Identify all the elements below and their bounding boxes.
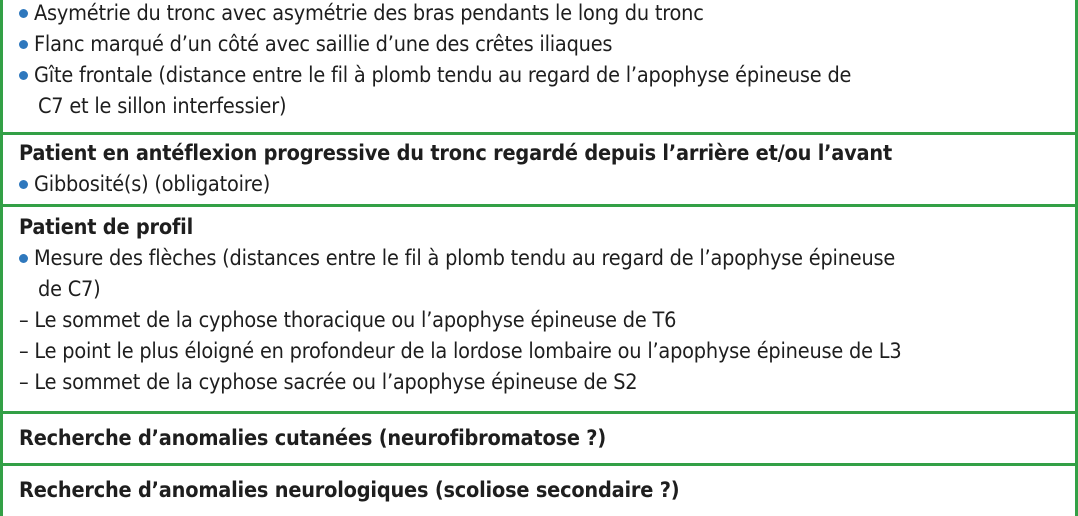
list-item xyxy=(19,338,901,366)
list-item-text: Mesure des flèches (distances entre le fil à plomb tendu au regard de l’apophyse épineuse xyxy=(34,246,896,271)
list-item xyxy=(19,245,895,273)
list-item-continuation xyxy=(38,93,286,121)
list-item xyxy=(19,0,704,28)
bullet-icon xyxy=(19,9,28,18)
list-item-text: Gîte frontale (distance entre le fil à plomb tendu au regard de l’apophyse épineuse de xyxy=(34,63,852,88)
section-heading xyxy=(19,214,193,242)
list-item-text: Asymétrie du tronc avec asymétrie des bras pendants le long du tronc xyxy=(34,1,704,26)
section-heading xyxy=(19,425,606,453)
section-anteflexion xyxy=(3,135,1075,203)
list-item-text: Flanc marqué d’un côté avec saillie d’une des crêtes iliaques xyxy=(34,32,613,57)
section-skin xyxy=(3,414,1075,459)
list-item-text: C7 et le sillon interfessier) xyxy=(38,94,287,119)
section-neuro xyxy=(3,466,1075,516)
bullet-icon xyxy=(19,180,28,189)
bullet-icon xyxy=(19,254,28,263)
list-item xyxy=(19,369,637,397)
section-heading xyxy=(19,140,892,168)
list-item-text: Gibbosité(s) (obligatoire) xyxy=(34,172,271,197)
section-standing xyxy=(3,0,1075,132)
list-item-text: – Le sommet de la cyphose sacrée ou l’apophyse épineuse de S2 xyxy=(19,370,638,395)
list-item-text: – Le point le plus éloigné en profondeur de la lordose lombaire ou l’apophyse épineuse de L3 xyxy=(19,339,902,364)
list-item-text: de C7) xyxy=(38,277,101,302)
list-item xyxy=(19,307,676,335)
list-item xyxy=(19,171,270,199)
list-item xyxy=(19,31,612,59)
section-heading-text: Patient en antéflexion progressive du tronc regardé depuis l’arrière et/ou l’avant xyxy=(19,141,893,166)
list-item-continuation xyxy=(38,276,101,304)
bullet-icon xyxy=(19,71,28,80)
list-item xyxy=(19,62,851,90)
bullet-icon xyxy=(19,40,28,49)
list-item-text: – Le sommet de la cyphose thoracique ou l’apophyse épineuse de T6 xyxy=(19,308,677,333)
section-profile xyxy=(3,207,1075,409)
section-heading-text: Patient de profil xyxy=(19,215,194,240)
section-heading-text: Recherche d’anomalies neurologiques (scoliose secondaire ?) xyxy=(19,478,680,503)
section-heading-text: Recherche d’anomalies cutanées (neurofibromatose ?) xyxy=(19,426,606,451)
section-heading xyxy=(19,477,679,505)
